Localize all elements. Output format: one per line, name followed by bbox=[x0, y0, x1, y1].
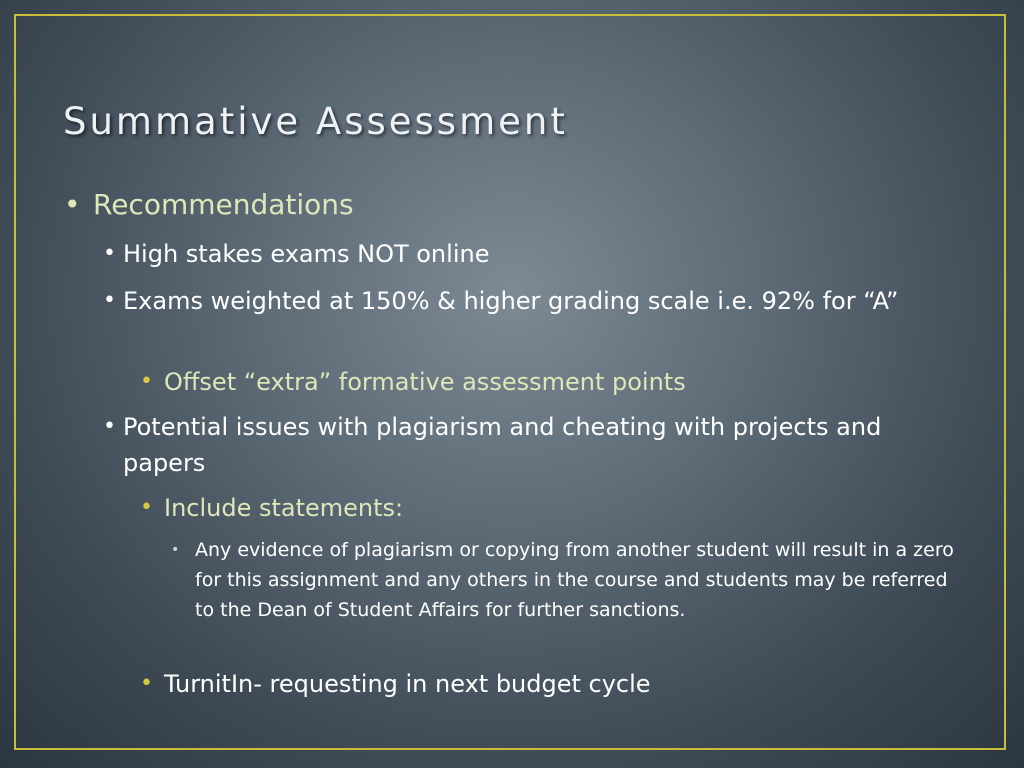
bullet-text: Potential issues with plagiarism and cheating with projects and papers bbox=[123, 413, 882, 477]
bullet-turnitin bbox=[140, 666, 651, 702]
bullet-potential-issues bbox=[103, 409, 923, 481]
bullet-text: TurnitIn- requesting in next budget cycle bbox=[164, 670, 651, 698]
bullet-glyph: • bbox=[140, 671, 153, 696]
bullet-glyph: • bbox=[103, 288, 116, 313]
bullet-text: Include statements: bbox=[164, 494, 404, 522]
bullet-glyph: • bbox=[64, 188, 81, 221]
bullet-offset bbox=[140, 364, 686, 400]
bullet-include-statements bbox=[140, 490, 404, 526]
bullet-glyph: • bbox=[140, 369, 153, 394]
bullet-glyph: • bbox=[171, 542, 180, 558]
bullet-exams-weighted bbox=[103, 283, 923, 319]
bullet-recommendations bbox=[64, 188, 354, 221]
bullet-text: Recommendations bbox=[93, 188, 354, 221]
bullet-text: Exams weighted at 150% & higher grading scale i.e. 92% for “A” bbox=[123, 287, 899, 315]
bullet-high-stakes bbox=[103, 236, 923, 272]
bullet-glyph: • bbox=[103, 241, 116, 266]
bullet-text: Any evidence of plagiarism or copying from another student will result in a zero for this assignment and any others in the course and students may be referred to the Dean of Student Affairs for further sanctions. bbox=[195, 539, 954, 621]
bullet-text: High stakes exams NOT online bbox=[123, 240, 490, 268]
bullet-text: Offset “extra” formative assessment points bbox=[164, 368, 686, 396]
bullet-glyph: • bbox=[140, 495, 153, 520]
bullet-glyph: • bbox=[103, 414, 116, 439]
bullet-evidence-statement bbox=[171, 535, 965, 625]
slide-title: Summative Assessment bbox=[63, 100, 568, 143]
